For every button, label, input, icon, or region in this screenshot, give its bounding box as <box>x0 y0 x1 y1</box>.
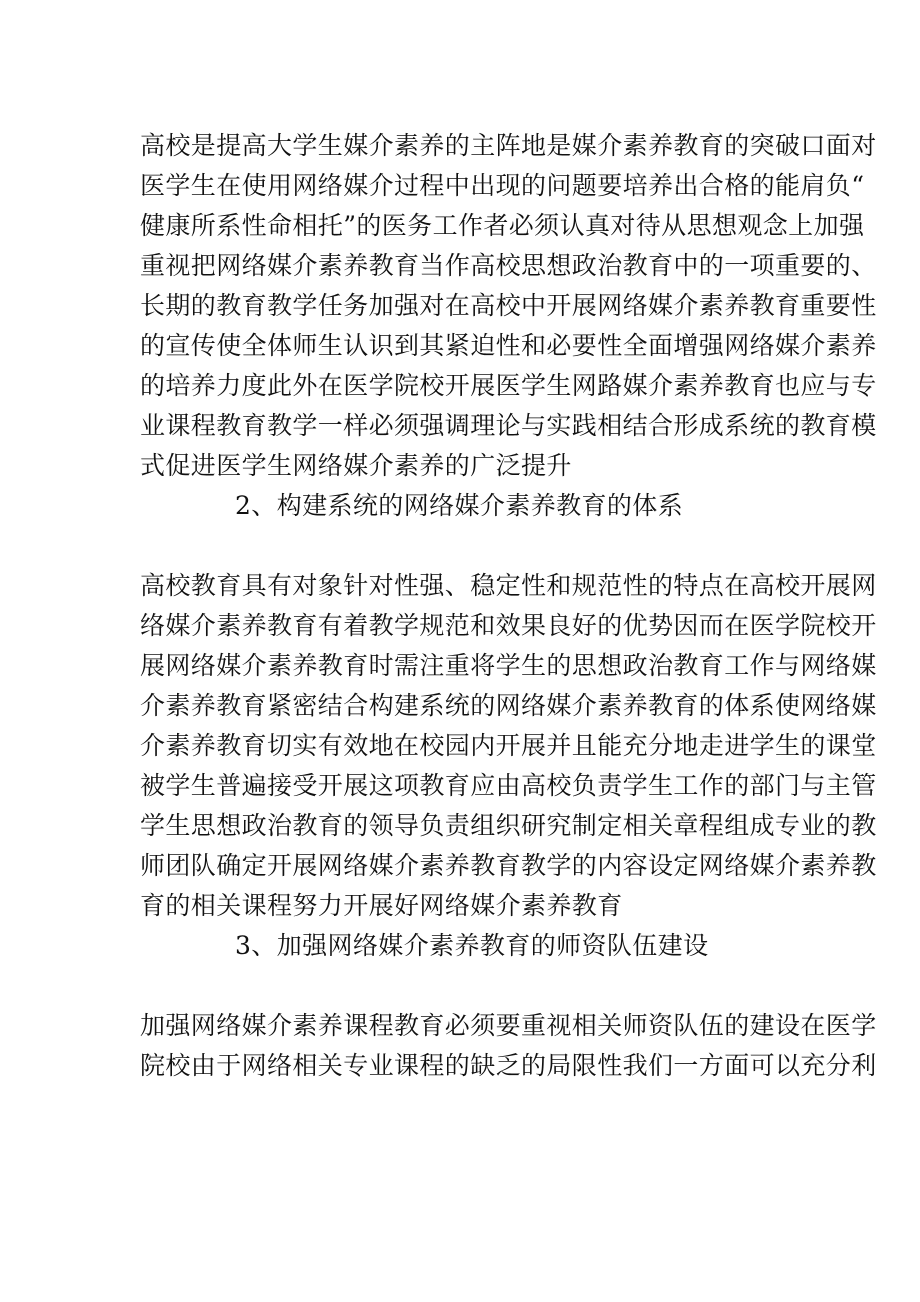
section-heading-3: 3、加强网络媒介素养教育的师资队伍建设 <box>235 931 709 960</box>
text-line: 长期的教育教学任务加强对在高校中开展网络媒介素养教育重要性 <box>140 291 877 320</box>
text-line: 学生思想政治教育的领导负责组织研究制定相关章程组成专业的教 <box>140 811 877 840</box>
text-line: 展网络媒介素养教育时需注重将学生的思想政治教育工作与网络媒 <box>140 651 877 680</box>
document-body <box>140 126 877 1086</box>
text-line: 高校是提高大学生媒介素养的主阵地是媒介素养教育的突破口面对 <box>140 131 877 160</box>
paragraph-3 <box>140 1006 877 1086</box>
text-line: 的宣传使全体师生认识到其紧迫性和必要性全面增强网络媒介素养 <box>140 331 877 360</box>
paragraph-1 <box>140 126 877 486</box>
blank-line <box>140 966 780 1006</box>
text-line: 介素养教育紧密结合构建系统的网络媒介素养教育的体系使网络媒 <box>140 691 877 720</box>
text-line: 育的相关课程努力开展好网络媒介素养教育 <box>140 891 623 920</box>
text-line: 师团队确定开展网络媒介素养教育教学的内容设定网络媒介素养教 <box>140 851 877 880</box>
text-line: 业课程教育教学一样必须强调理论与实践相结合形成系统的教育模 <box>140 411 877 440</box>
text-line: 式促进医学生网络媒介素养的广泛提升 <box>140 451 572 480</box>
paragraph-2 <box>140 566 877 926</box>
text-line: 的培养力度此外在医学院校开展医学生网路媒介素养教育也应与专 <box>140 371 877 400</box>
text-line: 介素养教育切实有效地在校园内开展并且能充分地走进学生的课堂 <box>140 731 877 760</box>
text-line: 重视把网络媒介素养教育当作高校思想政治教育中的一项重要的、 <box>140 251 877 280</box>
blank-line <box>140 526 780 566</box>
text-line: 健康所系性命相托”的医务工作者必须认真对待从思想观念上加强 <box>140 211 865 240</box>
text-line: 院校由于网络相关专业课程的缺乏的局限性我们一方面可以充分利 <box>140 1051 877 1080</box>
text-line: 医学生在使用网络媒介过程中出现的问题要培养出合格的能肩负“ <box>140 171 865 200</box>
text-line: 高校教育具有对象针对性强、稳定性和规范性的特点在高校开展网 <box>140 571 877 600</box>
text-line: 加强网络媒介素养课程教育必须要重视相关师资队伍的建设在医学 <box>140 1011 877 1040</box>
text-line: 被学生普遍接受开展这项教育应由高校负责学生工作的部门与主管 <box>140 771 877 800</box>
section-heading-2: 2、构建系统的网络媒介素养教育的体系 <box>235 491 684 520</box>
text-line: 络媒介素养教育有着教学规范和效果良好的优势因而在医学院校开 <box>140 611 877 640</box>
